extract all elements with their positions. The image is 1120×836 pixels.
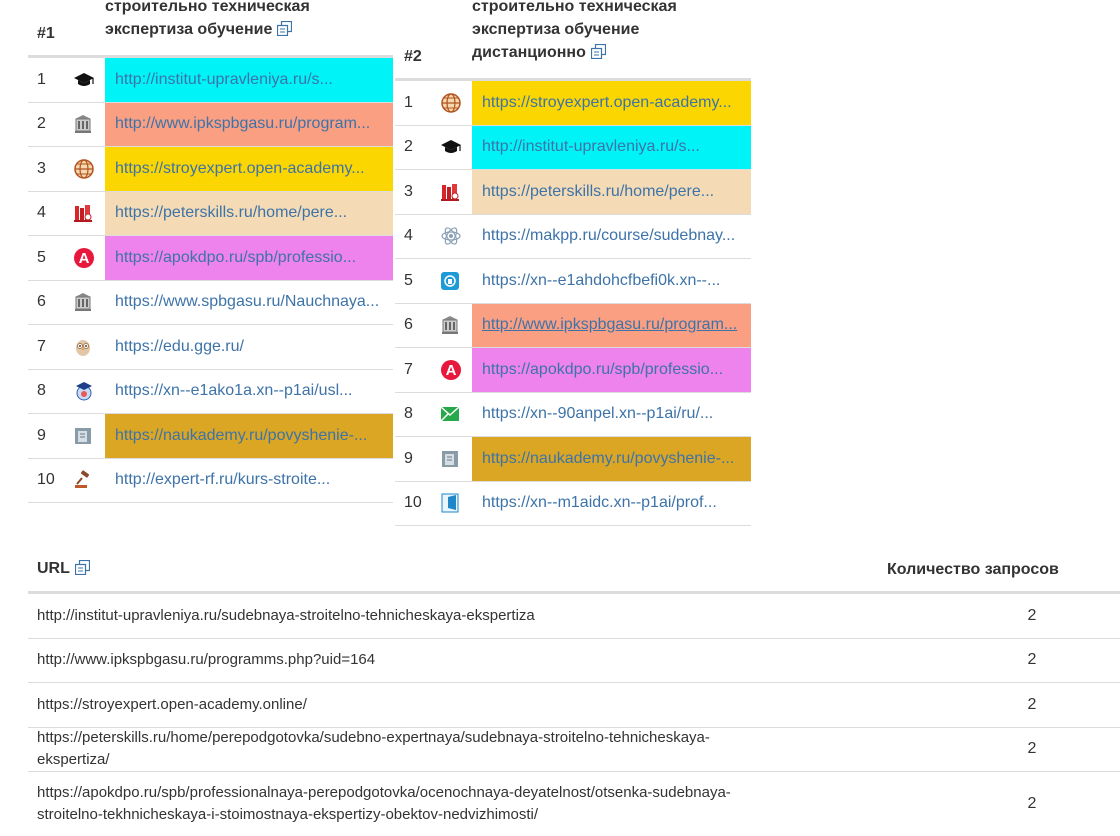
bookmark-icon	[435, 482, 472, 526]
serp-row	[395, 393, 751, 438]
graduate-badge-icon	[68, 370, 105, 414]
position-number: 5	[404, 271, 413, 289]
serp-row	[395, 170, 751, 215]
position-header: #2	[404, 48, 422, 65]
position-number: 2	[404, 138, 413, 156]
serp-row	[28, 459, 393, 504]
serp-table-header	[28, 0, 393, 58]
building-icon	[68, 281, 105, 325]
url-row	[28, 594, 1120, 639]
position-number: 6	[404, 316, 413, 334]
serp-row	[28, 147, 393, 192]
serp-row	[395, 126, 751, 171]
position-number: 9	[404, 449, 413, 467]
query-line	[472, 41, 677, 66]
query-count: 2	[1027, 740, 1037, 758]
result-url-link[interactable]: https://xn--e1ako1a.xn--p1ai/usl...	[115, 382, 353, 400]
building-icon	[68, 103, 105, 147]
result-url-link[interactable]: https://peterskills.ru/home/pere...	[472, 170, 751, 214]
result-url-link[interactable]: https://edu.gge.ru/	[115, 337, 244, 355]
url-row	[28, 728, 1120, 773]
result-url-link[interactable]: https://xn--90anpel.xn--p1ai/ru/...	[482, 405, 714, 423]
result-url-link[interactable]: https://naukademy.ru/povyshenie-...	[105, 414, 393, 458]
owl-icon	[68, 325, 105, 369]
serp-row	[28, 103, 393, 148]
query-text: экспертиза обучение	[105, 21, 273, 38]
serp-row	[395, 215, 751, 260]
url-text: https://apokdpo.ru/spb/professionalnaya-perepodgotovka/ocenochnaya-deyatelnost/otsenka-sudebnaya-stroitelno-tekhnicheskaya-i-stoimostnaya-ekspertizy-obektov-nedvizhimosti/	[37, 784, 731, 823]
result-url-link[interactable]: http://www.ipkspbgasu.ru/program...	[472, 304, 751, 348]
envelope-icon	[435, 393, 472, 437]
serp-row	[395, 437, 751, 482]
svg-text:A: A	[78, 249, 90, 267]
position-number: 4	[37, 204, 46, 222]
result-url-link[interactable]: https://peterskills.ru/home/pere...	[105, 192, 393, 236]
serp-row	[28, 370, 393, 415]
badge-icon	[435, 259, 472, 303]
result-url-link[interactable]: https://stroyexpert.open-academy...	[472, 81, 751, 125]
url-row	[28, 683, 1120, 728]
position-number: 6	[37, 293, 46, 311]
position-number: 4	[404, 227, 413, 245]
position-header: #1	[37, 25, 55, 42]
building-icon	[435, 304, 472, 348]
url-rows	[28, 594, 1120, 836]
url-text: http://institut-upravleniya.ru/sudebnaya-stroitelno-tehnicheskaya-ekspertiza	[37, 606, 535, 624]
position-number: 10	[37, 471, 55, 489]
copy-icon[interactable]	[591, 43, 606, 66]
url-row	[28, 772, 1120, 836]
letter-a-icon	[68, 236, 105, 280]
position-number: 7	[37, 337, 46, 355]
query-count: 2	[1027, 795, 1037, 812]
serp-rows	[395, 81, 751, 526]
letter-a-icon	[435, 348, 472, 392]
url-table-header	[28, 548, 1120, 594]
document-icon	[68, 414, 105, 458]
result-url-link[interactable]: https://www.spbgasu.ru/Nauchnaya...	[115, 293, 380, 311]
globe-icon	[68, 147, 105, 191]
position-number: 9	[37, 426, 46, 444]
query-line: экспертиза обучение	[472, 21, 640, 38]
url-column-header	[28, 560, 887, 580]
query-header	[472, 0, 677, 66]
result-url-link[interactable]: http://institut-upravleniya.ru/s...	[105, 58, 393, 102]
url-row	[28, 639, 1120, 684]
position-number: 10	[404, 494, 422, 512]
serp-row	[28, 192, 393, 237]
count-column-header: Количество запросов	[887, 560, 1059, 578]
query-line: строительно техническая	[105, 0, 310, 15]
serp-row	[28, 236, 393, 281]
serp-row	[28, 281, 393, 326]
query-count: 2	[1027, 606, 1037, 624]
url-text: https://peterskills.ru/home/perepodgotovka/sudebno-expertnaya/sudebnaya-stroitelno-tehnicheskaya-ekspertiza/	[37, 729, 710, 769]
serp-row	[28, 414, 393, 459]
serp-row	[28, 58, 393, 103]
position-number: 5	[37, 248, 46, 266]
position-number: 1	[37, 70, 46, 88]
position-number: 1	[404, 93, 413, 111]
position-number: 2	[37, 115, 46, 133]
query-text: дистанционно	[472, 44, 586, 61]
position-number: 7	[404, 360, 413, 378]
gavel-icon	[68, 459, 105, 503]
result-url-link[interactable]: http://institut-upravleniya.ru/s...	[472, 126, 751, 170]
position-number: 8	[404, 405, 413, 423]
document-icon	[435, 437, 472, 481]
atom-icon	[435, 215, 472, 259]
result-url-link[interactable]: https://apokdpo.ru/spb/professio...	[472, 348, 751, 392]
result-url-link[interactable]: https://naukademy.ru/povyshenie-...	[472, 437, 751, 481]
query-count: 2	[1027, 695, 1037, 713]
copy-icon[interactable]	[75, 560, 90, 580]
books-icon	[435, 170, 472, 214]
graduation-cap-icon	[68, 58, 105, 102]
svg-text:A: A	[445, 361, 457, 379]
serp-row	[395, 259, 751, 304]
result-url-link[interactable]: https://stroyexpert.open-academy...	[105, 147, 393, 191]
result-url-link[interactable]: https://xn--e1ahdohcfbefi0k.xn--...	[482, 271, 721, 289]
serp-table-1	[28, 0, 393, 503]
url-text: https://stroyexpert.open-academy.online/	[37, 695, 307, 713]
url-text: http://www.ipkspbgasu.ru/programms.php?uid=164	[37, 651, 376, 669]
url-header-label: URL	[37, 559, 70, 577]
url-table	[28, 548, 1120, 836]
position-number: 8	[37, 382, 46, 400]
serp-row	[395, 348, 751, 393]
graduation-cap-icon	[435, 126, 472, 170]
copy-icon[interactable]	[277, 20, 292, 43]
result-url-link[interactable]: https://xn--m1aidc.xn--p1ai/prof...	[482, 494, 717, 512]
result-url-link[interactable]: http://expert-rf.ru/kurs-stroite...	[115, 471, 331, 489]
query-count: 2	[1027, 651, 1037, 669]
serp-row	[395, 81, 751, 126]
serp-row	[395, 304, 751, 349]
query-line: строительно техническая	[472, 0, 677, 15]
position-number: 3	[37, 159, 46, 177]
serp-rows	[28, 58, 393, 503]
globe-icon	[435, 81, 472, 125]
serp-table-2	[395, 0, 751, 526]
query-line	[105, 18, 310, 43]
position-number: 3	[404, 182, 413, 200]
serp-row	[28, 325, 393, 370]
result-url-link[interactable]: https://apokdpo.ru/spb/professio...	[105, 236, 393, 280]
query-header	[105, 0, 310, 43]
result-url-link[interactable]: https://makpp.ru/course/sudebnay...	[482, 227, 736, 245]
result-url-link[interactable]: http://www.ipkspbgasu.ru/program...	[105, 103, 393, 147]
books-icon	[68, 192, 105, 236]
serp-table-header	[395, 0, 751, 81]
serp-row	[395, 482, 751, 527]
